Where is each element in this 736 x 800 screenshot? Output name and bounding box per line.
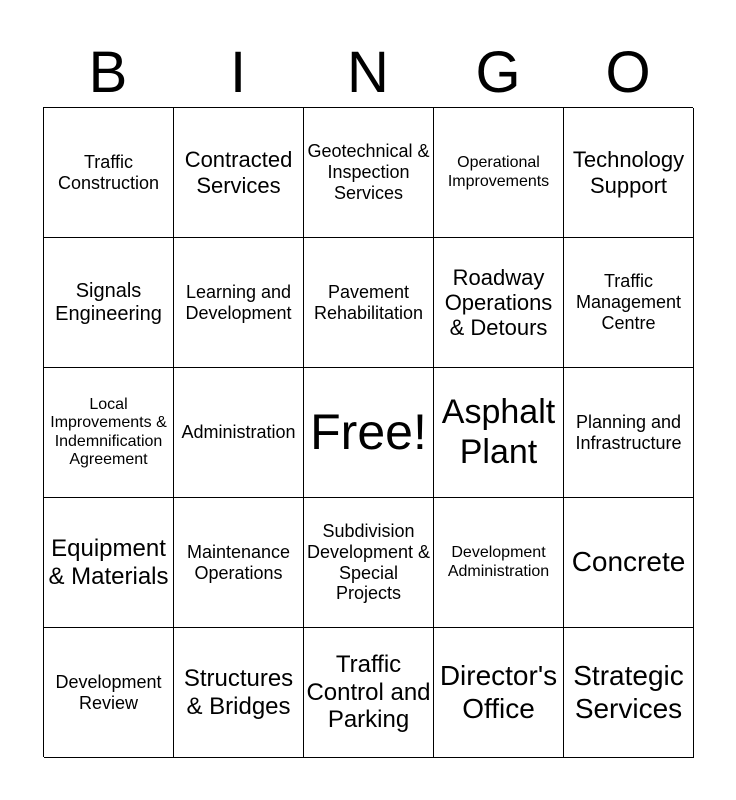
bingo-cell[interactable]: Development Administration	[434, 498, 564, 628]
bingo-cell[interactable]: Administration	[174, 368, 304, 498]
bingo-cell[interactable]: Planning and Infrastructure	[564, 368, 694, 498]
bingo-cell[interactable]: Contracted Services	[174, 108, 304, 238]
bingo-cell[interactable]: Technology Support	[564, 108, 694, 238]
bingo-cell[interactable]: Maintenance Operations	[174, 498, 304, 628]
bingo-cell[interactable]: Pavement Rehabilitation	[304, 238, 434, 368]
bingo-cell[interactable]: Local Improvements & Indemnification Agreement	[44, 368, 174, 498]
header-letter-o: O	[605, 40, 651, 105]
bingo-cell[interactable]: Roadway Operations & Detours	[434, 238, 564, 368]
bingo-cell[interactable]: Equipment & Materials	[44, 498, 174, 628]
bingo-cell[interactable]: Traffic Construction	[44, 108, 174, 238]
free-space[interactable]: Free!	[304, 368, 434, 498]
header-letter-n: N	[347, 40, 389, 105]
bingo-cell[interactable]: Structures & Bridges	[174, 628, 304, 758]
header-letter-g: G	[475, 40, 521, 105]
bingo-cell[interactable]: Traffic Control and Parking	[304, 628, 434, 758]
bingo-grid	[43, 107, 693, 757]
bingo-cell[interactable]: Signals Engineering	[44, 238, 174, 368]
bingo-cell[interactable]: Director's Office	[434, 628, 564, 758]
bingo-header	[43, 42, 693, 104]
bingo-cell[interactable]: Traffic Management Centre	[564, 238, 694, 368]
header-letter-i: I	[229, 40, 247, 105]
bingo-cell[interactable]: Subdivision Development & Special Projects	[304, 498, 434, 628]
header-letter-b: B	[88, 40, 128, 105]
bingo-cell[interactable]: Concrete	[564, 498, 694, 628]
bingo-cell[interactable]: Geotechnical & Inspection Services	[304, 108, 434, 238]
bingo-cell[interactable]: Operational Improvements	[434, 108, 564, 238]
bingo-cell[interactable]: Strategic Services	[564, 628, 694, 758]
bingo-cell[interactable]: Development Review	[44, 628, 174, 758]
bingo-cell[interactable]: Learning and Development	[174, 238, 304, 368]
bingo-cell[interactable]: Asphalt Plant	[434, 368, 564, 498]
